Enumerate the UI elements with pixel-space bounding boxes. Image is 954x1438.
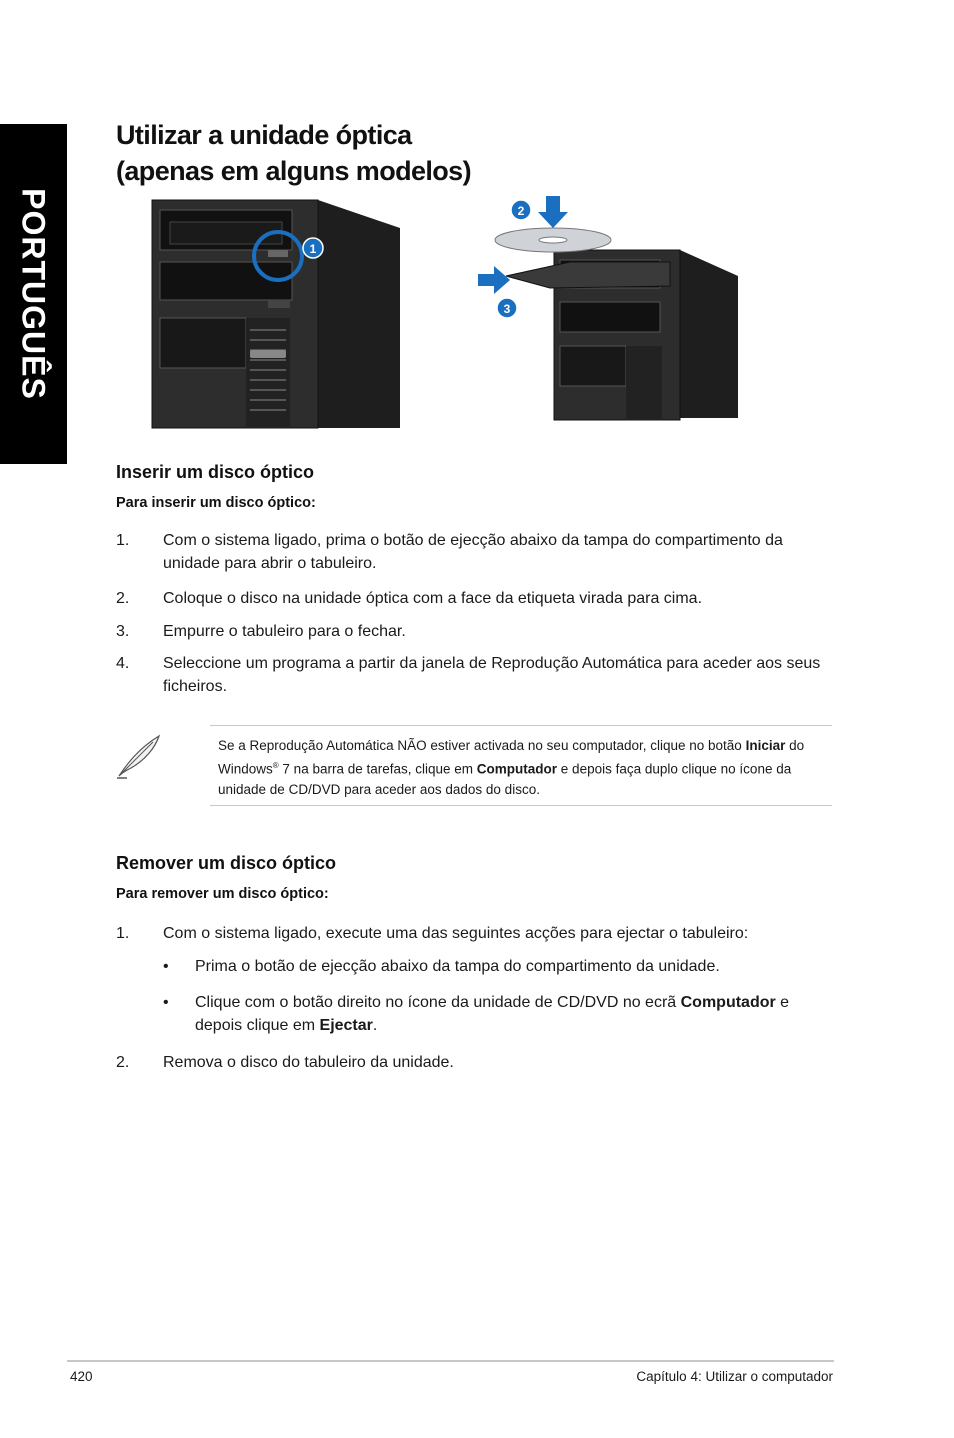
page-title bbox=[116, 117, 716, 189]
page-number: 420 bbox=[70, 1369, 93, 1384]
step-text: Empurre o tabuleiro para o fechar. bbox=[163, 623, 406, 640]
insert-subheading: Para inserir um disco óptico: bbox=[116, 495, 316, 511]
insert-heading: Inserir um disco óptico bbox=[116, 462, 315, 482]
callout-2 bbox=[511, 200, 531, 220]
footer-divider bbox=[67, 1360, 834, 1362]
arrow-right-icon bbox=[478, 266, 510, 294]
bullet-dot: • bbox=[163, 958, 169, 975]
bullet-dot: • bbox=[163, 994, 169, 1011]
step-text: Remova o disco do tabuleiro da unidade. bbox=[163, 1054, 454, 1071]
page-title-line2: (apenas em alguns modelos) bbox=[116, 156, 471, 186]
step-number: 1. bbox=[116, 532, 130, 549]
remove-heading: Remover um disco óptico bbox=[116, 853, 337, 873]
page-title-line1: Utilizar a unidade óptica bbox=[116, 120, 412, 150]
step-number: 2. bbox=[116, 1054, 130, 1071]
bullet-text: Prima o botão de ejecção abaixo da tampa do compartimento da unidade. bbox=[195, 958, 720, 975]
note-bottom-divider bbox=[210, 805, 832, 806]
svg-text:3: 3 bbox=[503, 302, 511, 316]
note-text-part: e depois faça duplo clique no ícone da unidade de CD/DVD para aceder aos dados do disco. bbox=[218, 761, 792, 797]
step-text: Seleccione um programa a partir da janela de Reprodução Automática para aceder aos seus ficheiros. bbox=[163, 655, 821, 695]
step-text: Com o sistema ligado, prima o botão de ejecção abaixo da tampa do compartimento da unidade para abrir o tabuleiro. bbox=[163, 532, 783, 572]
step-number: 2. bbox=[116, 590, 130, 607]
arrow-down-icon bbox=[538, 196, 568, 228]
optical-drive-illustration bbox=[150, 190, 750, 430]
optical-drive-figure bbox=[150, 190, 750, 430]
remove-subheading: Para remover um disco óptico: bbox=[116, 886, 329, 902]
language-side-tab bbox=[0, 124, 67, 464]
pc-tower-open bbox=[503, 250, 738, 420]
step-text: Coloque o disco na unidade óptica com a face da etiqueta virada para cima. bbox=[163, 590, 703, 607]
eject-bold: Ejectar bbox=[319, 1017, 373, 1034]
bullet-text bbox=[195, 991, 835, 1037]
bullet-text-part: Clique com o botão direito no ícone da unidade de CD/DVD no ecrã bbox=[195, 994, 681, 1011]
callout-1 bbox=[303, 238, 323, 258]
step-number: 4. bbox=[116, 655, 130, 672]
note-start-bold: Iniciar bbox=[745, 738, 786, 753]
note-feather-pen-icon bbox=[113, 730, 165, 782]
note-text bbox=[218, 736, 818, 800]
note-text-part: 7 na barra de tarefas, clique em bbox=[278, 761, 477, 777]
language-label: PORTUGUÊS bbox=[15, 188, 52, 400]
bullet-text-part: e depois clique em bbox=[195, 994, 790, 1034]
computer-bold: Computador bbox=[680, 994, 776, 1011]
pc-tower-closed bbox=[152, 200, 400, 428]
bullet-text-part: . bbox=[372, 1017, 378, 1034]
svg-text:1: 1 bbox=[309, 242, 317, 256]
chapter-label: Capítulo 4: Utilizar o computador bbox=[636, 1369, 833, 1384]
note-top-divider bbox=[210, 725, 832, 726]
note-text-part: Se a Reprodução Automática NÃO estiver activada no seu computador, clique no botão bbox=[218, 738, 746, 753]
step-number: 3. bbox=[116, 623, 130, 640]
step-number: 1. bbox=[116, 925, 130, 942]
note-computer-bold: Computador bbox=[476, 761, 558, 777]
note-text-part: do Windows bbox=[218, 738, 805, 777]
svg-text:2: 2 bbox=[517, 204, 525, 218]
callout-3 bbox=[497, 298, 517, 318]
optical-disc bbox=[495, 228, 611, 252]
step-text: Com o sistema ligado, execute uma das seguintes acções para ejectar o tabuleiro: bbox=[163, 925, 749, 942]
registered-mark: ® bbox=[272, 761, 279, 770]
